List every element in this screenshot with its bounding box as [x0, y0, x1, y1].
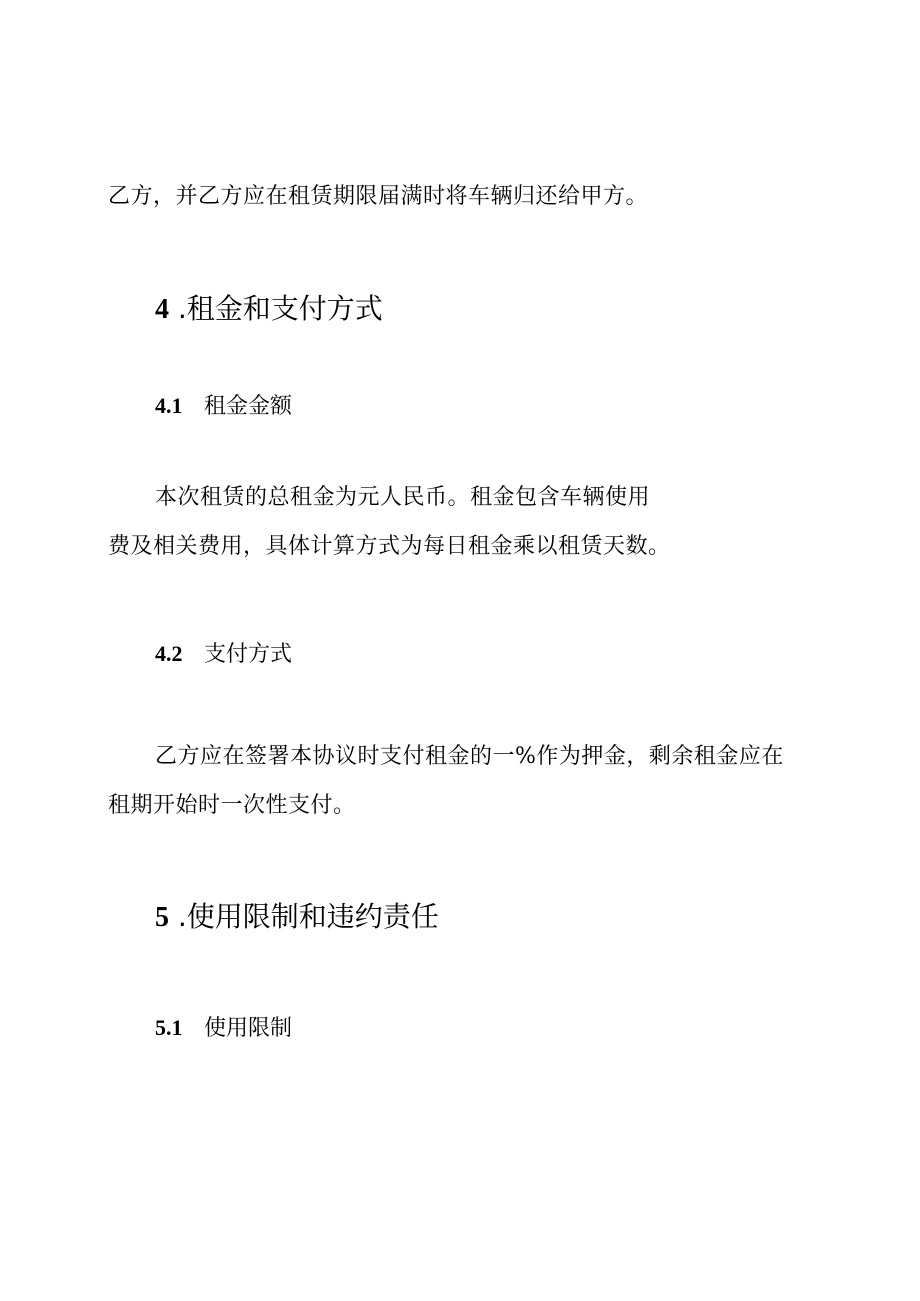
section-5-title: .使用限制和违约责任	[177, 900, 439, 933]
subsection-5-1-heading	[155, 1017, 292, 1040]
payment-method-paragraph-line-2: 租期开始时一次性支付。	[108, 793, 356, 818]
section-5-number: 5	[155, 902, 169, 933]
payment-method-paragraph-line-1: 乙方应在签署本协议时支付租金的一%作为押金，剩余租金应在	[155, 744, 784, 769]
subsection-4-1-heading	[155, 395, 292, 418]
subsection-4-2-heading	[155, 643, 292, 666]
subsection-4-1-title: 租金金额	[204, 394, 293, 419]
section-4-title: .租金和支付方式	[177, 292, 383, 325]
subsection-4-2-number: 4.2	[155, 641, 183, 666]
subsection-4-2-title: 支付方式	[204, 642, 293, 667]
section-4-number: 4	[155, 294, 169, 325]
section-5-heading	[155, 900, 439, 933]
subsection-5-1-number: 5.1	[155, 1015, 183, 1040]
subsection-5-1-title: 使用限制	[204, 1016, 293, 1041]
section-4-heading	[155, 292, 383, 325]
rent-amount-paragraph-line-2: 费及相关费用，具体计算方式为每日租金乘以租赁天数。	[108, 534, 671, 559]
subsection-4-1-number: 4.1	[155, 393, 183, 418]
intro-paragraph-line: 乙方，并乙方应在租赁期限届满时将车辆归还给甲方。	[108, 184, 649, 209]
rent-amount-paragraph-line-1: 本次租赁的总租金为元人民币。租金包含车辆使用	[155, 485, 651, 510]
